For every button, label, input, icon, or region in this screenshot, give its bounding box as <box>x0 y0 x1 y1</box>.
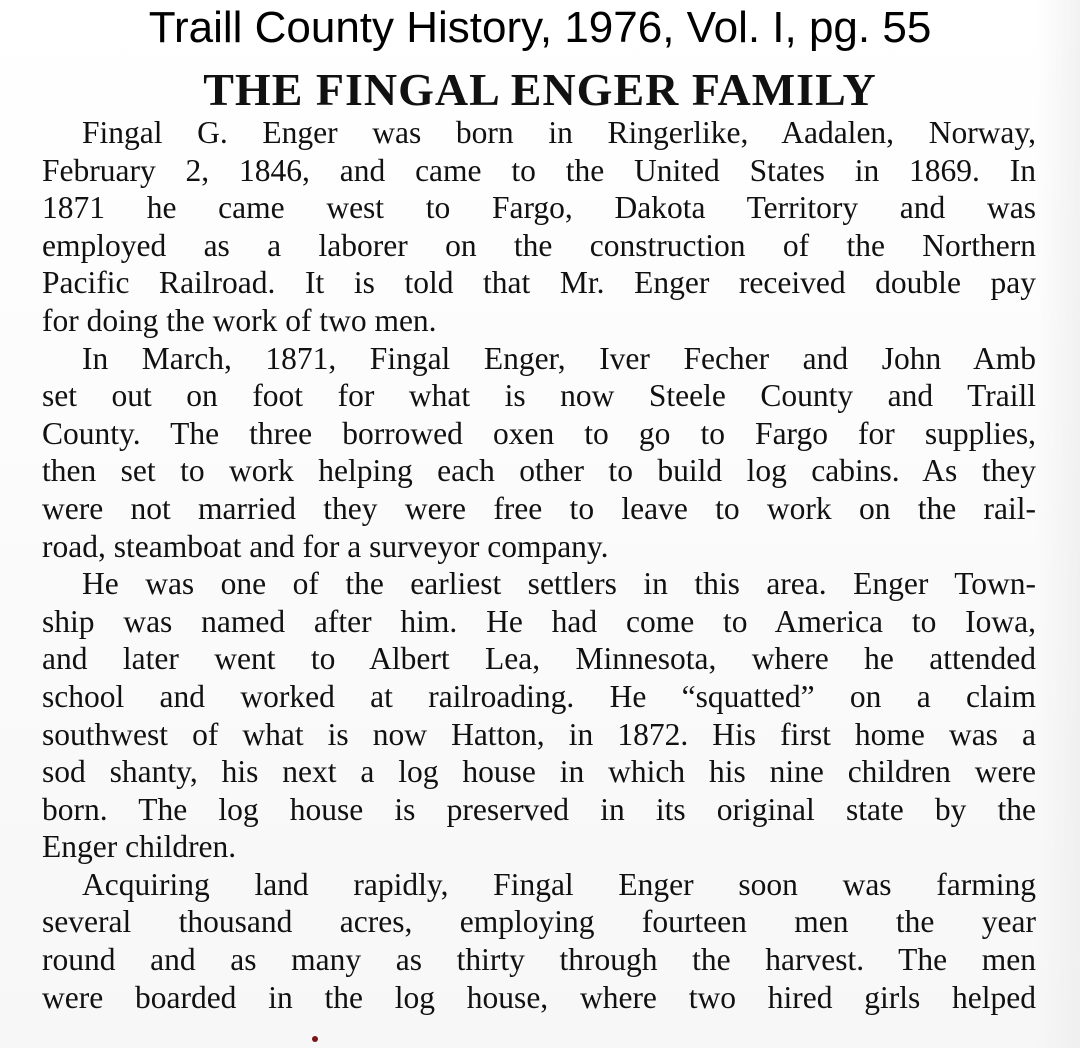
text-line: Enger children. <box>42 829 237 865</box>
text-line: He was one of the earliest settlers in this area. Enger Town- <box>82 566 1036 602</box>
text-line: Pacific Railroad. It is told that Mr. Enger received double pay <box>42 265 1036 301</box>
paragraph-3 <box>42 565 1036 866</box>
text-line: for doing the work of two men. <box>42 302 437 338</box>
page-edge-shadow <box>1036 0 1080 1048</box>
text-line: County. The three borrowed oxen to go to Fargo for supplies, <box>42 415 1036 451</box>
text-line: Fingal G. Enger was born in Ringerlike, Aadalen, Norway, <box>82 115 1036 150</box>
article-heading: THE FINGAL ENGER FAMILY <box>203 64 877 115</box>
text-line: several thousand acres, employing fourteen men the year <box>42 904 1036 940</box>
paragraph-4 <box>42 866 1036 1016</box>
text-line: were boarded in the log house, where two hired girls helped <box>42 979 1036 1015</box>
text-line: In March, 1871, Fingal Enger, Iver Fecher and John Amb <box>82 340 1036 376</box>
ink-speck <box>312 1036 318 1042</box>
text-line: 1871 he came west to Fargo, Dakota Territory and was <box>42 190 1036 226</box>
text-line: school and worked at railroading. He “squatted” on a claim <box>42 678 1036 714</box>
article-body <box>42 114 1036 1016</box>
text-line: then set to work helping each other to build log cabins. As they <box>42 453 1036 489</box>
text-line: employed as a laborer on the construction of the Northern <box>42 227 1036 263</box>
text-line: February 2, 1846, and came to the United States in 1869. In <box>42 152 1036 188</box>
paragraph-1 <box>42 114 1036 340</box>
text-line: ship was named after him. He had come to America to Iowa, <box>42 603 1036 639</box>
text-line: Acquiring land rapidly, Fingal Enger soon was farming <box>82 866 1036 902</box>
page-caption: Traill County History, 1976, Vol. I, pg. 55 <box>148 3 932 52</box>
text-line: southwest of what is now Hatton, in 1872. His first home was a <box>42 716 1036 752</box>
text-line: sod shanty, his next a log house in which his nine children were <box>42 754 1036 790</box>
text-line: round and as many as thirty through the harvest. The men <box>42 942 1036 978</box>
text-line: and later went to Albert Lea, Minnesota, where he attended <box>42 641 1036 677</box>
text-line: born. The log house is preserved in its original state by the <box>42 791 1036 827</box>
text-line: road, steamboat and for a surveyor company. <box>42 528 609 564</box>
paragraph-2 <box>42 340 1036 566</box>
text-line: set out on foot for what is now Steele County and Traill <box>42 378 1036 414</box>
text-line: were not married they were free to leave to work on the rail- <box>42 490 1036 526</box>
